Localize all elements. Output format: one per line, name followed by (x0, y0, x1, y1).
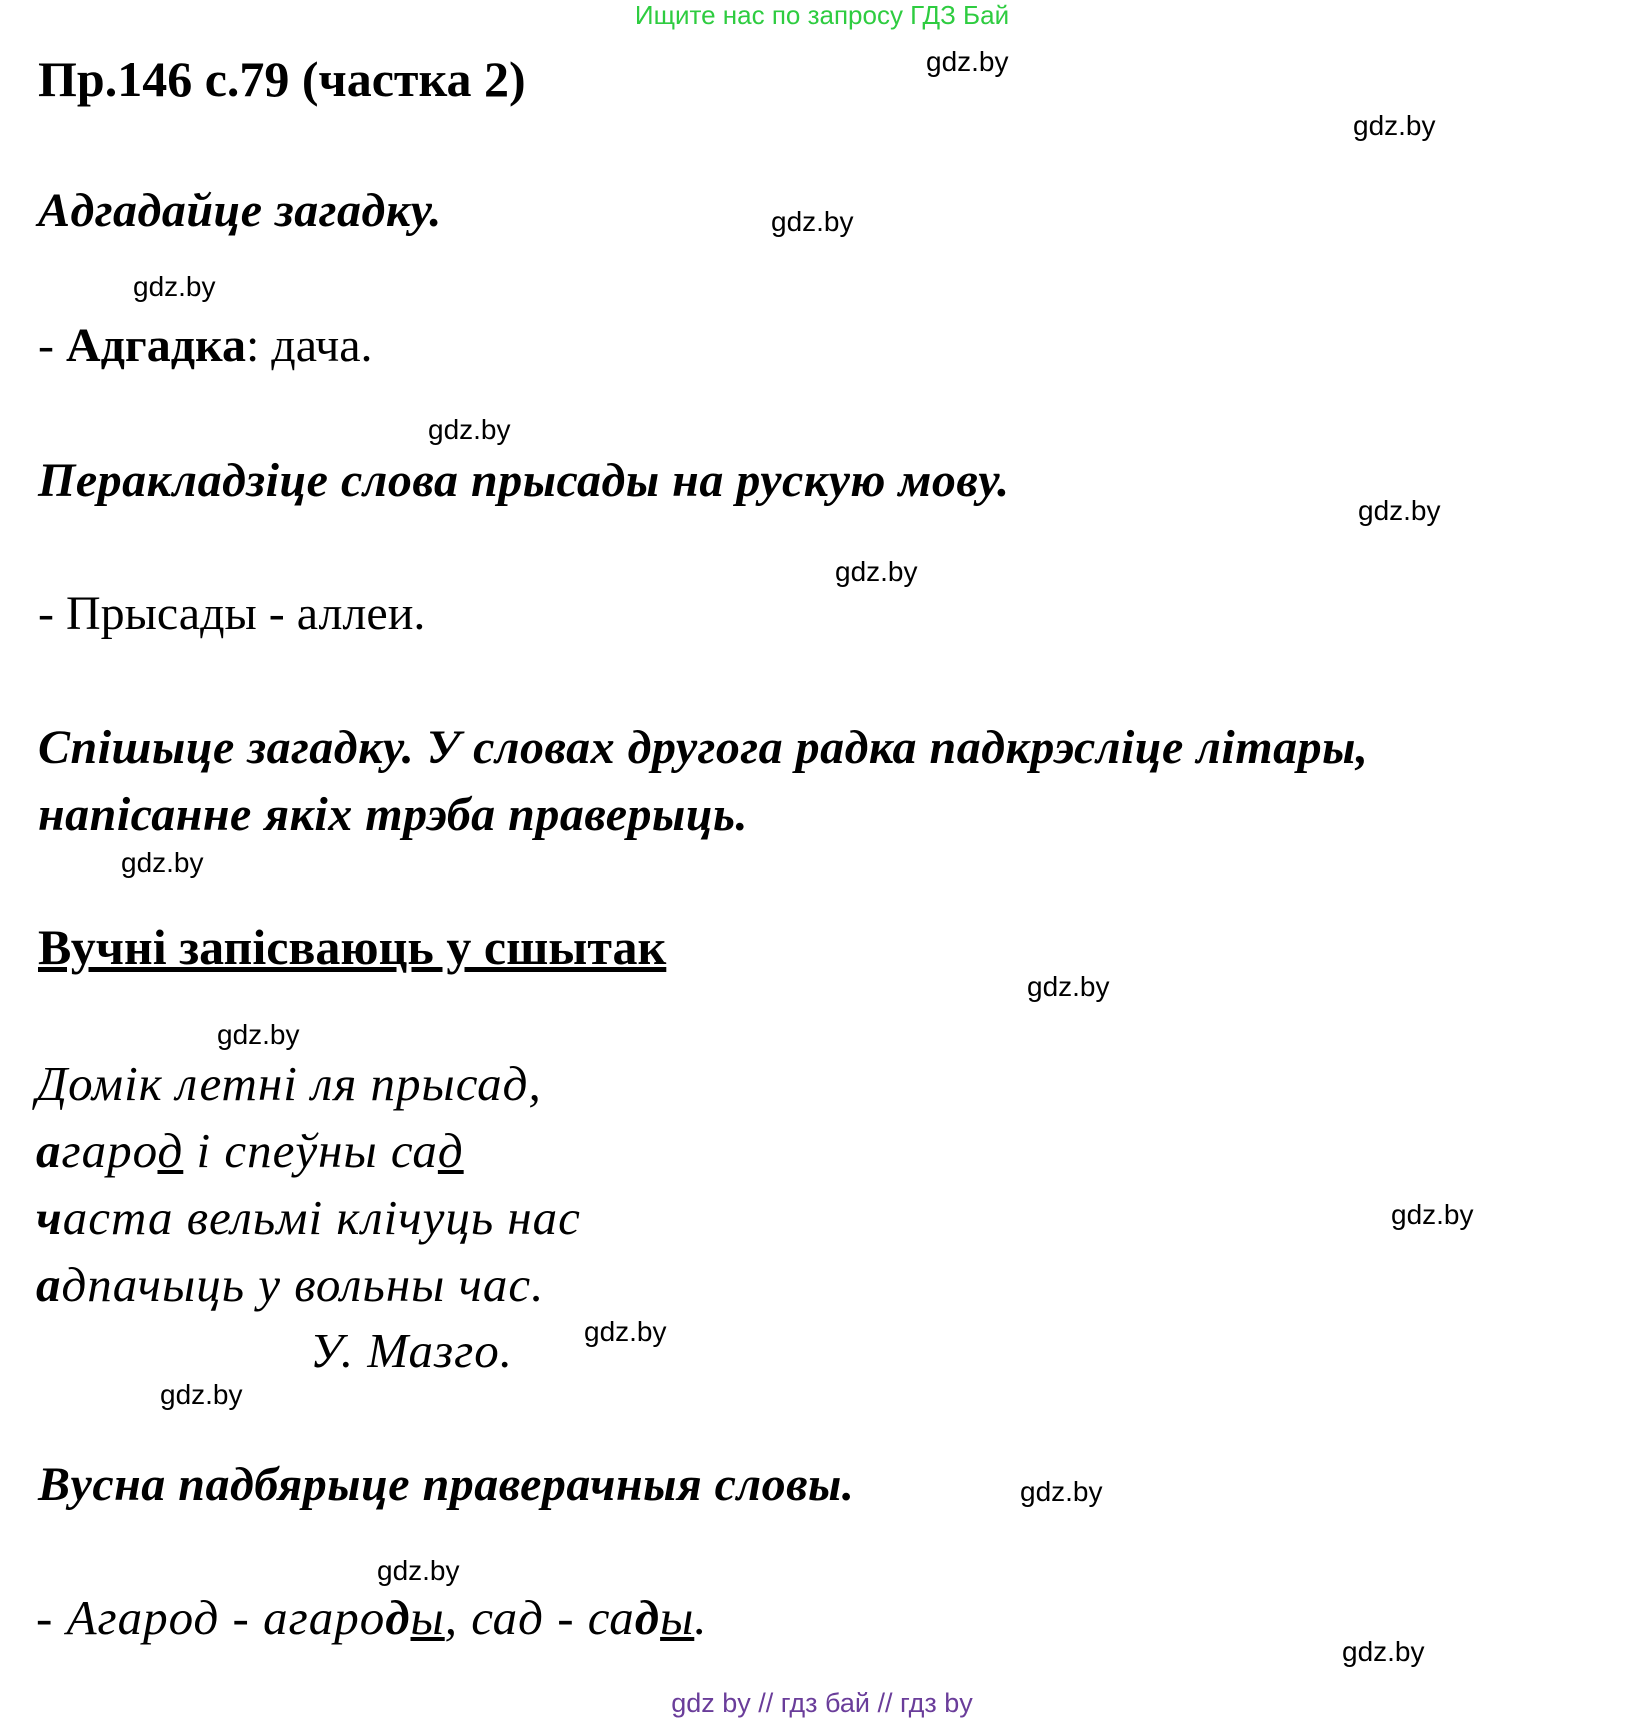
poem-line-3: часта вельмі клічуць нас (36, 1190, 581, 1245)
task-translate: Перакладзіце слова прысады на рускую мову. (38, 454, 1010, 507)
task-check-words: Вусна падбярыце праверачныя словы. (38, 1458, 855, 1511)
poem-letter: а (36, 1123, 62, 1178)
poem-author: У. Мазго. (310, 1323, 513, 1378)
answer-riddle-text: : дача. (245, 319, 373, 372)
task-copy-line-1: Спішыце загадку. У словах другога радка падкрэсліце літары, (38, 721, 1369, 774)
top-banner: Ищите нас по запросу ГДЗ Бай (634, 0, 1010, 30)
footer-watermark: gdz by // гдз бай // гдз by (671, 1688, 973, 1718)
poem-letter: а (36, 1257, 62, 1312)
page-title: Пр.146 с.79 (частка 2) (38, 51, 526, 107)
answer-riddle-prefix: - (38, 319, 66, 372)
watermark: gdz.by (1391, 1199, 1474, 1230)
watermark: gdz.by (160, 1379, 243, 1410)
underlined-letter: д (437, 1123, 464, 1178)
task-copy-line-2: напісанне якіх трэба праверыць. (38, 788, 748, 841)
underlined-letter: ы (660, 1590, 695, 1645)
answer-translate: - Прысады - аллеи. (38, 587, 426, 640)
poem-line-2: агарод і спеўны сад (36, 1123, 464, 1178)
watermark: gdz.by (121, 847, 204, 878)
watermark: gdz.by (1020, 1476, 1103, 1507)
poem-line-1: Домік летні ля прысад, (36, 1056, 542, 1111)
watermark: gdz.by (584, 1316, 667, 1347)
section-heading: Вучні запісваюць у сшытак (38, 919, 667, 975)
poem-line-4: адпачыць у вольны час. (36, 1257, 545, 1312)
watermark: gdz.by (1358, 495, 1441, 526)
watermark: gdz.by (133, 271, 216, 302)
watermark: gdz.by (1027, 971, 1110, 1002)
answer-riddle (38, 318, 373, 373)
watermark: gdz.by (835, 556, 918, 587)
underlined-letter: ы (410, 1590, 445, 1645)
watermark: gdz.by (1342, 1636, 1425, 1667)
watermark: gdz.by (926, 46, 1009, 77)
watermark: gdz.by (1353, 110, 1436, 141)
watermark: gdz.by (377, 1555, 460, 1586)
watermark: gdz.by (428, 414, 511, 445)
answer-riddle-label: Адгадка (65, 319, 246, 372)
underlined-letter: д (157, 1123, 184, 1178)
watermark: gdz.by (771, 206, 854, 237)
task-riddle: Адгадайце загадку. (38, 184, 442, 237)
watermark: gdz.by (217, 1019, 300, 1050)
poem-letter: ч (36, 1190, 63, 1245)
answer-check-words: - Агарод - агароды, сад - сады. (36, 1590, 708, 1645)
